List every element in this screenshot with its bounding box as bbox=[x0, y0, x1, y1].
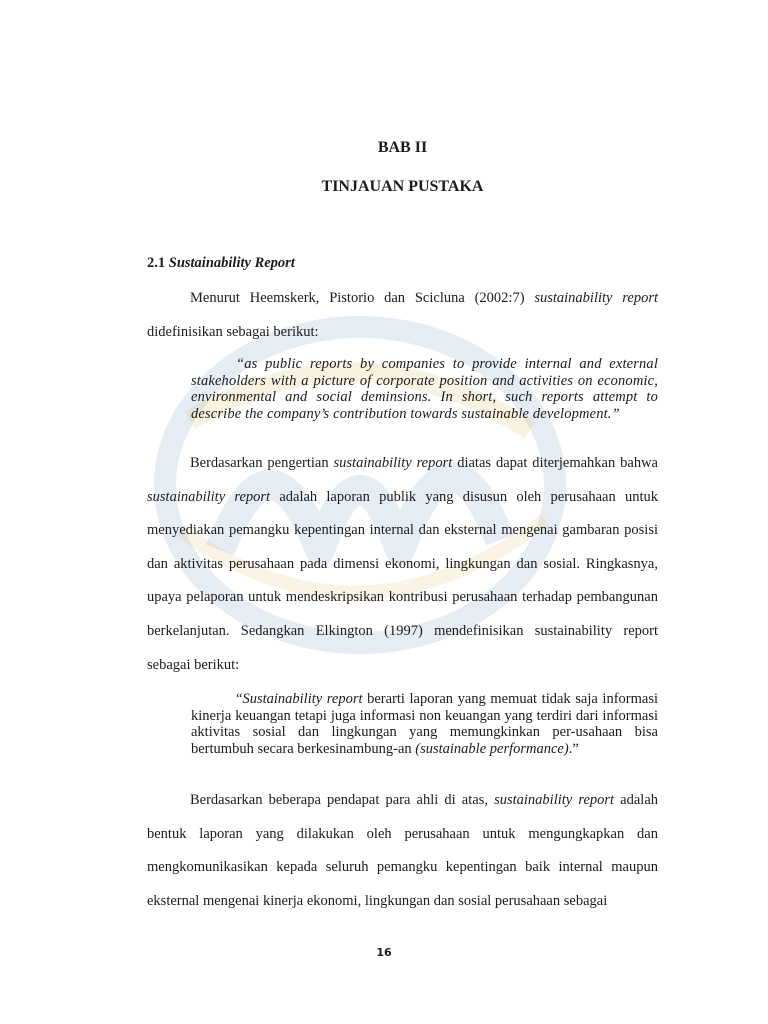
quote-heemskerk: “as public reports by companies to provide internal and external stakeholders with a picture of corporate position and activities on economic, environmental and social deminsions. In short, such reports attempt to describe the company’s contribution towards sustainable development.” bbox=[191, 356, 658, 422]
quote-elkington: “Sustainability report berarti laporan yang memuat tidak saja informasi kinerja keuangan tetapi juga informasi non keuangan yang terdiri dari informasi aktivitas sosial dan lingkungan yang memungkinkan per-usahaan bisa bertumbuh secara berkesinambung-an (sustainable performance).” bbox=[191, 691, 658, 757]
section-heading: 2.1 Sustainability Report bbox=[147, 255, 295, 271]
paragraph-intro: Menurut Heemskerk, Pistorio dan Scicluna (2002:7) sustainability report didefinisikan sebagai berikut: bbox=[147, 290, 659, 340]
chapter-label: BAB II bbox=[377, 139, 428, 156]
paragraph-translation: Berdasarkan pengertian sustainability report diatas dapat diterjemahkan bahwa sustainability report adalah laporan publik yang disusun oleh perusahaan untuk menyediakan pemangku kepentingan internal dan eksternal mengenai gambaran posisi dan aktivitas perusahaan pada dimensi ekonomi, lingkungan dan sosial. Ringkasnya, upaya pelaporan untuk mendeskripsikan kontribusi perusahaan terhadap pembangunan berkelanjutan. Sedangkan Elkington (1997) mendefinisikan sustainability report sebagai berikut: bbox=[147, 455, 658, 673]
page-number: 16 bbox=[376, 946, 392, 959]
paragraph-conclusion: Berdasarkan beberapa pendapat para ahli di atas, sustainability report adalah bentuk laporan yang dilakukan oleh perusahaan untuk mengungkapkan dan mengkomunikasikan kepada seluruh pemangku kepentingan baik internal maupun eksternal mengenai kinerja ekonomi, lingkungan dan sosial perusahaan sebagai bbox=[147, 792, 659, 909]
chapter-title: TINJAUAN PUSTAKA bbox=[321, 178, 484, 195]
